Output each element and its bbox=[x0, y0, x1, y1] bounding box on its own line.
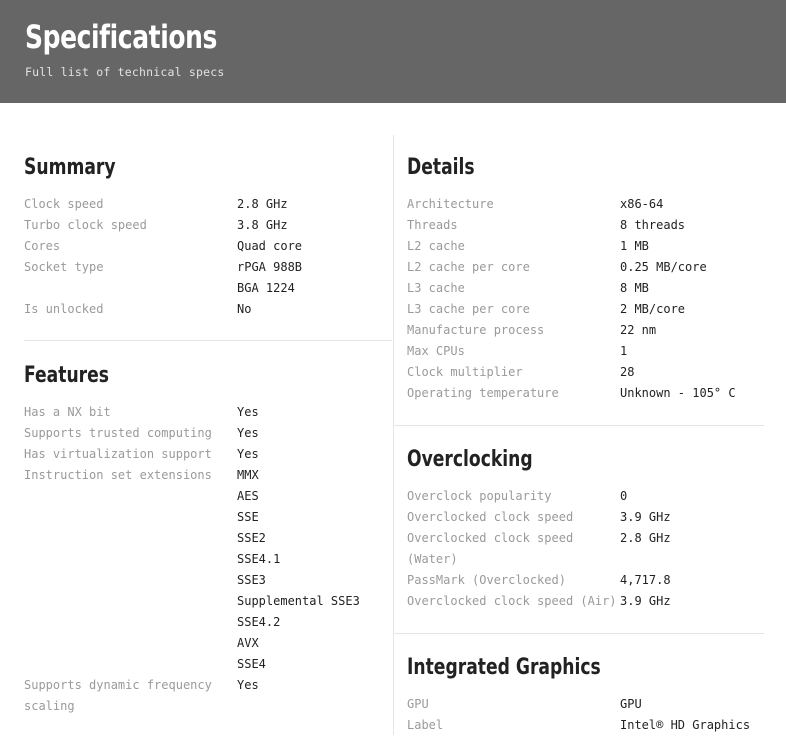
features-table bbox=[24, 402, 389, 717]
spec-label: Has a NX bit bbox=[24, 405, 111, 419]
spec-label bbox=[24, 612, 237, 633]
spec-row bbox=[407, 236, 777, 257]
spec-label: Manufacture process bbox=[407, 323, 545, 337]
spec-row bbox=[24, 654, 389, 675]
spec-label: PassMark (Overclocked) bbox=[407, 573, 566, 587]
spec-value: 2 MB/core bbox=[620, 302, 686, 316]
spec-label: Has virtualization support bbox=[24, 447, 212, 461]
spec-row bbox=[407, 215, 777, 236]
overclocking-table bbox=[407, 486, 777, 612]
spec-value: 4,717.8 bbox=[620, 573, 671, 587]
spec-value: Quad core bbox=[237, 239, 303, 253]
spec-value: AVX bbox=[237, 636, 259, 650]
spec-label: Supports trusted computing bbox=[24, 426, 212, 440]
spec-label bbox=[24, 654, 237, 675]
spec-row bbox=[24, 423, 389, 444]
spec-row bbox=[407, 528, 777, 570]
spec-label: Cores bbox=[24, 239, 61, 253]
spec-row bbox=[24, 278, 389, 299]
integrated-graphics-table bbox=[407, 694, 777, 736]
spec-value: Yes bbox=[237, 678, 259, 692]
spec-value: Yes bbox=[237, 447, 259, 461]
spec-row bbox=[24, 257, 389, 278]
section-divider bbox=[24, 340, 392, 341]
spec-row bbox=[407, 362, 777, 383]
spec-value: Yes bbox=[237, 405, 259, 419]
spec-value: 2.8 GHz bbox=[237, 197, 288, 211]
spec-row bbox=[24, 194, 389, 215]
details-table bbox=[407, 194, 777, 404]
spec-row bbox=[407, 383, 777, 404]
spec-value: SSE bbox=[237, 510, 259, 524]
spec-value: Yes bbox=[237, 426, 259, 440]
section-title-overclocking: Overclocking bbox=[407, 447, 533, 472]
spec-label bbox=[24, 528, 237, 549]
spec-value: No bbox=[237, 302, 252, 316]
spec-label: Overclocked clock speed bbox=[407, 510, 574, 524]
spec-value: AES bbox=[237, 489, 259, 503]
spec-row bbox=[24, 299, 389, 320]
spec-label: Threads bbox=[407, 218, 458, 232]
spec-label: Supports dynamic frequency scaling bbox=[24, 678, 212, 713]
spec-row bbox=[24, 591, 389, 612]
spec-label bbox=[24, 633, 237, 654]
spec-row bbox=[407, 715, 777, 736]
spec-row bbox=[407, 299, 777, 320]
spec-value: 28 bbox=[620, 365, 635, 379]
spec-value: BGA 1224 bbox=[237, 281, 295, 295]
spec-label: Turbo clock speed bbox=[24, 218, 147, 232]
spec-row bbox=[24, 444, 389, 465]
spec-value: 1 bbox=[620, 344, 628, 358]
spec-value: 22 nm bbox=[620, 323, 657, 337]
page-subtitle: Full list of technical specs bbox=[25, 65, 225, 79]
spec-label bbox=[24, 507, 237, 528]
column-divider bbox=[393, 135, 394, 735]
section-title-summary: Summary bbox=[24, 155, 116, 180]
section-title-integrated-graphics: Integrated Graphics bbox=[407, 655, 601, 680]
spec-row bbox=[407, 341, 777, 362]
spec-label: Operating temperature bbox=[407, 386, 559, 400]
spec-row bbox=[407, 278, 777, 299]
spec-row bbox=[24, 236, 389, 257]
summary-table bbox=[24, 194, 389, 320]
spec-row bbox=[24, 549, 389, 570]
spec-value: SSE4.2 bbox=[237, 615, 281, 629]
spec-value: GPU bbox=[620, 697, 642, 711]
spec-row bbox=[24, 402, 389, 423]
spec-label: Clock multiplier bbox=[407, 365, 523, 379]
spec-label bbox=[24, 570, 237, 591]
spec-value: SSE4.1 bbox=[237, 552, 281, 566]
spec-row bbox=[24, 612, 389, 633]
spec-label: Label bbox=[407, 718, 444, 732]
spec-row bbox=[407, 320, 777, 341]
spec-row bbox=[24, 465, 389, 486]
spec-value: SSE4 bbox=[237, 657, 266, 671]
spec-label: Overclocked clock speed (Air) bbox=[407, 594, 617, 608]
spec-row bbox=[24, 215, 389, 236]
spec-row bbox=[24, 633, 389, 654]
spec-row bbox=[407, 570, 777, 591]
spec-label: Clock speed bbox=[24, 197, 104, 211]
spec-value: SSE2 bbox=[237, 531, 266, 545]
spec-label: L3 cache per core bbox=[407, 302, 530, 316]
spec-value: Intel® HD Graphics bbox=[620, 718, 751, 732]
spec-label: Overclocked clock speed (Water) bbox=[407, 531, 574, 566]
spec-value: Supplemental SSE3 bbox=[237, 594, 360, 608]
section-divider bbox=[394, 633, 764, 634]
spec-value: 3.9 GHz bbox=[620, 510, 671, 524]
page-header bbox=[0, 0, 786, 103]
spec-value: 3.8 GHz bbox=[237, 218, 288, 232]
spec-label: Max CPUs bbox=[407, 344, 465, 358]
section-divider bbox=[394, 425, 764, 426]
spec-label: Architecture bbox=[407, 197, 494, 211]
spec-value: x86-64 bbox=[620, 197, 664, 211]
spec-label bbox=[24, 549, 237, 570]
spec-label: L2 cache per core bbox=[407, 260, 530, 274]
spec-value: 8 threads bbox=[620, 218, 686, 232]
spec-row bbox=[24, 570, 389, 591]
spec-label: GPU bbox=[407, 697, 429, 711]
spec-row bbox=[407, 257, 777, 278]
section-title-features: Features bbox=[24, 363, 109, 388]
spec-row bbox=[407, 486, 777, 507]
spec-label: Instruction set extensions bbox=[24, 468, 212, 482]
spec-row bbox=[407, 591, 777, 612]
spec-row bbox=[407, 507, 777, 528]
spec-value: 2.8 GHz bbox=[620, 531, 671, 545]
spec-label bbox=[24, 591, 237, 612]
spec-label: Socket type bbox=[24, 260, 104, 274]
spec-row bbox=[24, 528, 389, 549]
spec-value: 8 MB bbox=[620, 281, 649, 295]
spec-label: L3 cache bbox=[407, 281, 465, 295]
spec-row bbox=[407, 694, 777, 715]
section-title-details: Details bbox=[407, 155, 475, 180]
spec-label bbox=[24, 486, 237, 507]
spec-value: 0.25 MB/core bbox=[620, 260, 707, 274]
spec-value: 3.9 GHz bbox=[620, 594, 671, 608]
spec-label: Is unlocked bbox=[24, 302, 104, 316]
spec-value: SSE3 bbox=[237, 573, 266, 587]
spec-label: Overclock popularity bbox=[407, 489, 552, 503]
spec-label bbox=[24, 278, 237, 299]
spec-value: rPGA 988B bbox=[237, 260, 303, 274]
spec-value: 0 bbox=[620, 489, 628, 503]
spec-value: 1 MB bbox=[620, 239, 649, 253]
spec-value: MMX bbox=[237, 468, 259, 482]
spec-row bbox=[407, 194, 777, 215]
page-title: Specifications bbox=[25, 18, 217, 56]
spec-row bbox=[24, 507, 389, 528]
spec-value: Unknown - 105° C bbox=[620, 386, 736, 400]
spec-row bbox=[24, 486, 389, 507]
spec-label: L2 cache bbox=[407, 239, 465, 253]
spec-row bbox=[24, 675, 389, 717]
